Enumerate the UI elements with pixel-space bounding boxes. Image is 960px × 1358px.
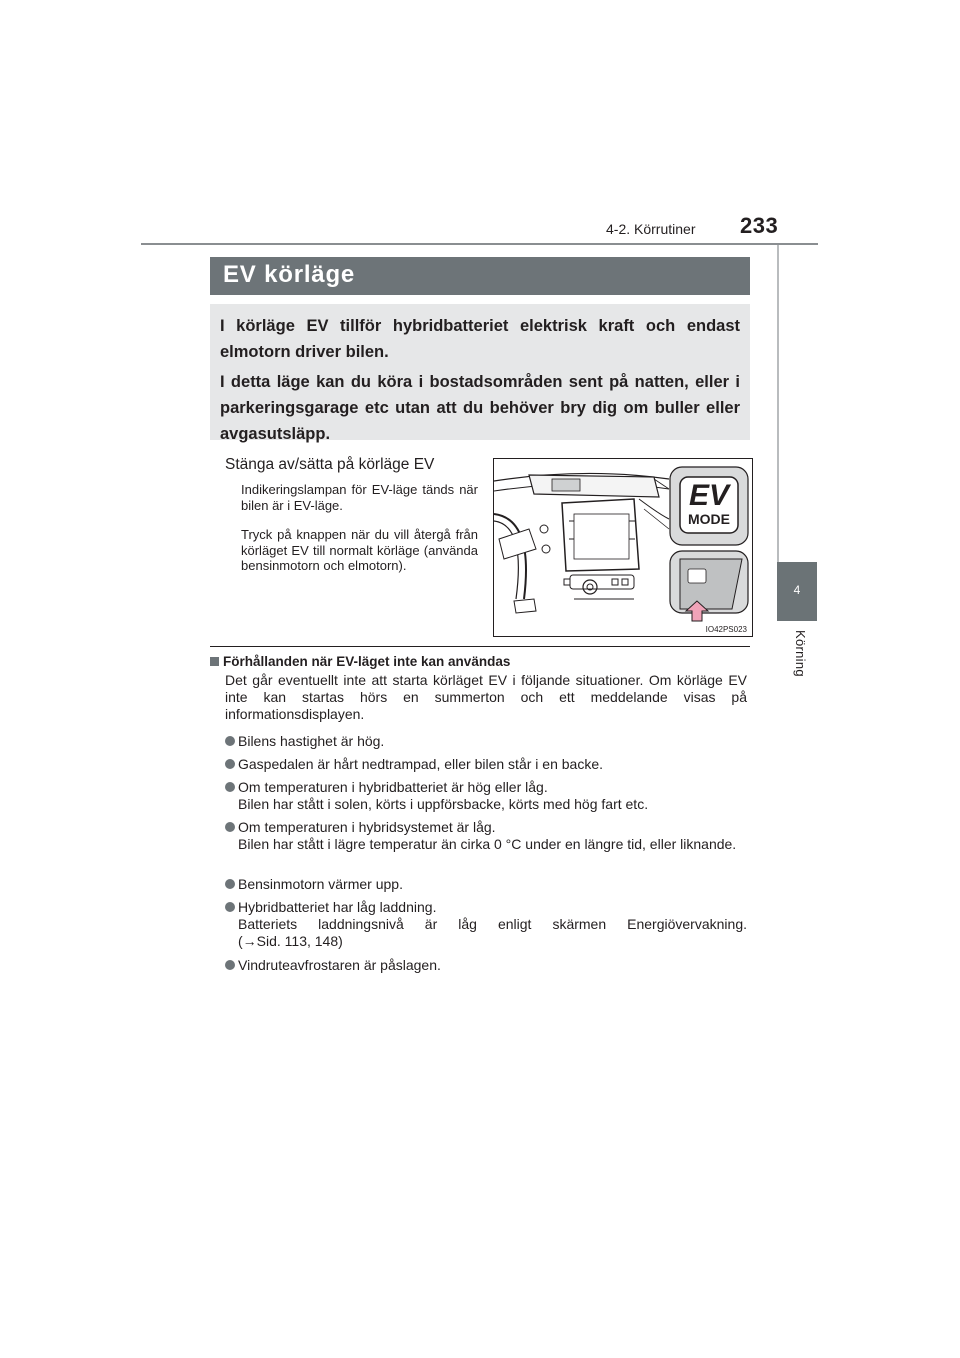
section-divider (210, 646, 750, 647)
circle-bullet-icon (225, 736, 235, 746)
note-indicator-lamp: Indikeringslampan för EV-läge tänds när bilen är i EV-läge. (241, 482, 478, 513)
square-bullet-icon (210, 657, 219, 666)
note-return-normal: Tryck på knappen när du vill återgå från körläget EV till normalt körläge (använda bensinmotorn och elmotorn). (241, 527, 478, 573)
ev-button-label: EV (688, 479, 730, 512)
mode-button-label: MODE (688, 511, 730, 527)
side-rule (777, 245, 779, 562)
circle-bullet-icon (225, 759, 235, 769)
intro-paragraph-2: I detta läge kan du köra i bostadsområden sent på natten, eller i parkeringsgarage etc utan att du behöver bry dig om buller eller avgasutsläpp. (220, 373, 740, 443)
list-item-text: Bensinmotorn värmer upp. (238, 876, 403, 892)
chapter-number: 4 (793, 583, 801, 597)
section-header: 4-2. Körrutiner (606, 221, 696, 237)
conditions-heading (210, 654, 510, 669)
chapter-tab[interactable] (777, 562, 817, 621)
list-item (225, 876, 747, 893)
section-title-bar (210, 257, 750, 295)
circle-bullet-icon (225, 879, 235, 889)
chapter-label: Körning (793, 630, 808, 677)
dashboard-illustration (493, 458, 753, 637)
list-item-text: Om temperaturen i hybridsystemet är låg. (238, 819, 496, 835)
intro-paragraph-1: I körläge EV tillför hybridbatteriet elektrisk kraft och endast elmotorn driver bilen. (220, 317, 740, 361)
section-title: EV körläge (223, 261, 356, 288)
circle-bullet-icon (225, 960, 235, 970)
intro-box (210, 304, 750, 443)
list-item (225, 733, 747, 750)
list-item-text: Vindruteavfrostaren är påslagen. (238, 957, 441, 973)
list-item (225, 957, 747, 974)
page-reference-link[interactable]: (→Sid. 113, 148) (238, 933, 343, 949)
list-item (225, 899, 747, 950)
list-item-text: Gaspedalen är hårt nedtrampad, eller bilen står i en backe. (238, 756, 603, 772)
conditions-heading-text: Förhållanden när EV-läget inte kan användas (223, 654, 511, 669)
header-rule (141, 243, 818, 245)
conditions-body: Det går eventuellt inte att starta körläget EV i följande situationer. Om körläge EV inte kan startas hörs en summerton och ett meddelande visas på informationsdisplayen. (225, 672, 747, 722)
illustration-code: IO42PS023 (705, 625, 747, 634)
list-item (225, 756, 747, 773)
page-number: 233 (740, 213, 779, 238)
list-item-detail: Bilen har stått i lägre temperatur än cirka 0 °C under en längre tid, eller liknande. (238, 836, 737, 852)
list-item-text: Om temperaturen i hybridbatteriet är hög eller låg. (238, 779, 548, 795)
list-item-detail: Batteriets laddningsnivå är låg enligt skärmen Energiövervakning. (238, 916, 747, 932)
list-item-text: Hybridbatteriet har låg laddning. (238, 899, 437, 915)
list-item (225, 779, 747, 813)
subheading: Stänga av/sätta på körläge EV (225, 456, 435, 473)
circle-bullet-icon (225, 902, 235, 912)
circle-bullet-icon (225, 782, 235, 792)
circle-bullet-icon (225, 822, 235, 832)
list-item (225, 819, 747, 853)
list-item-text: Bilens hastighet är hög. (238, 733, 385, 749)
list-item-detail: Bilen har stått i solen, körts i uppförsbacke, körts med hög fart etc. (238, 796, 649, 812)
